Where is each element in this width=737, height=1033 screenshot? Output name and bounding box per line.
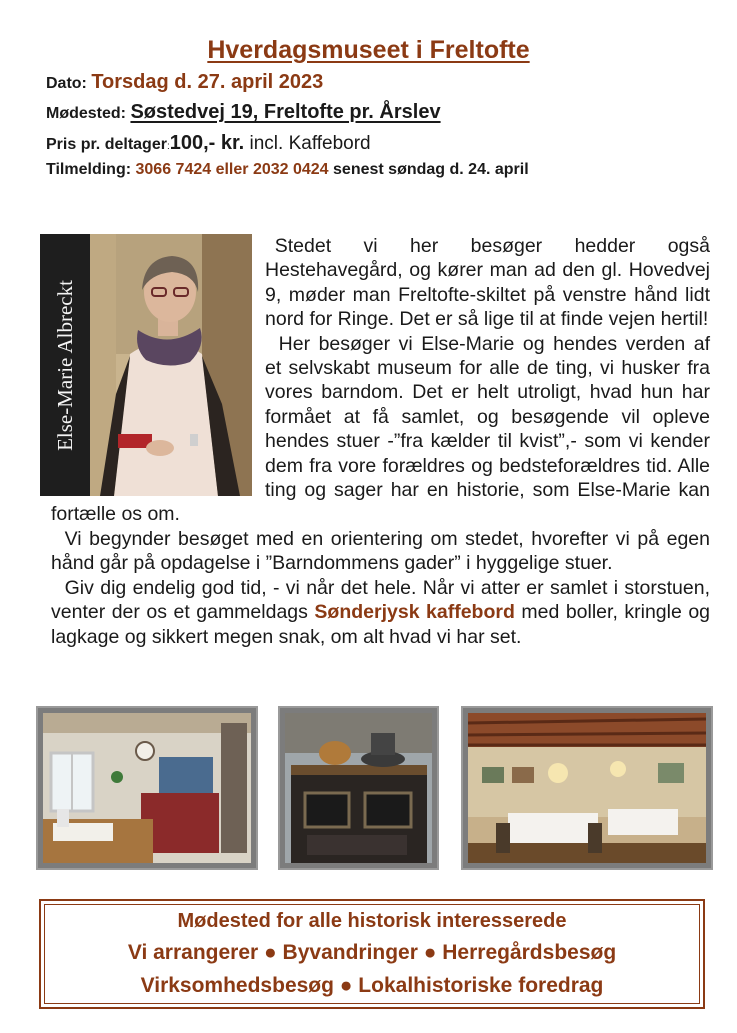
dining-hall-photo	[461, 706, 713, 870]
kitchen-image	[43, 713, 251, 863]
article-paragraph-2: Her besøger vi Else-Marie og hendes verden af et selvskabt museum for alle de ting, vi husker fra vores barndom. Det er helt utroligt, hvad hun har formået at få samlet, og besøgende vil opleve hendes stuer -”fra kælder til kvist”,- som vi kender dem fra vore forældres og bedsteforældres tid. Alle ting og sager har en historie, som Else-Marie kan fortælle os om.	[51, 332, 710, 526]
article-paragraph-1: Stedet vi her besøger hedder også Hestehavegård, og kører man ad den gl. Hovedvej 9, møder man Freltofte-skiltet på venstre hånd lidt nord for Ringe. Det er så lige til at finde vejen hertil!	[265, 235, 710, 331]
date-row	[46, 71, 323, 94]
signup-row	[46, 159, 529, 179]
signup-label: Tilmelding	[46, 161, 126, 178]
price-value: 100,- kr.	[169, 132, 245, 154]
coffee-table-highlight: Sønderjysk kaffebord	[314, 601, 515, 624]
signup-phone: 3066 7424 eller 2032 0424	[135, 161, 329, 178]
price-note: incl. Kaffebord	[244, 133, 371, 154]
organizer-activities-2: Virksomhedsbesøg ● Lokalhistoriske foredrag	[140, 973, 604, 997]
price-label: Pris pr. deltager	[46, 136, 167, 153]
signup-colon: :	[125, 161, 136, 178]
portrait-caption: Else-Marie Albreckt	[52, 279, 77, 451]
article-paragraph-4-start: Giv dig endelig god tid, - vi når det hele. Når vi atter er samlet i storstuen, venter der os et gammeldags	[51, 576, 710, 624]
stove-photo	[278, 706, 439, 870]
venue-row	[46, 101, 441, 124]
portrait-caption-band	[40, 234, 90, 496]
price-colon: :	[166, 141, 170, 152]
article-paragraph-4-end: med boller, kringle og lagkage og sikkert megen snak, om alt hvad vi har set.	[51, 601, 711, 648]
kitchen-photo	[36, 706, 258, 870]
venue-label: Mødested:	[46, 105, 131, 122]
organizer-box-inner	[44, 904, 700, 1004]
venue-address: Søstedvej 19, Freltofte pr. Årslev	[130, 101, 441, 123]
dining-hall-image	[468, 713, 706, 863]
signup-deadline: senest søndag d. 24. april	[328, 161, 529, 178]
article-paragraph-3: Vi begynder besøget med en orientering om stedet, hvorefter vi på egen hånd går på opdagelse i ”Barndommens gader” i hyggelige stuer.	[51, 527, 710, 575]
organizer-activities-1: Vi arrangerer ● Byvandringer ● Herregårdsbesøg	[127, 941, 617, 965]
portrait-image	[90, 234, 252, 496]
organizer-tagline: Mødested for alle historisk interesserede	[177, 910, 567, 933]
page-title: Hverdagsmuseet i Freltofte	[207, 36, 530, 64]
price-row	[46, 132, 371, 155]
date-label: Dato:	[46, 75, 92, 92]
article-paragraph-4	[51, 576, 710, 649]
organizer-box	[39, 899, 705, 1009]
stove-image	[285, 713, 432, 863]
portrait-photo	[40, 234, 252, 496]
date-value: Torsdag d. 27. april 2023	[91, 71, 324, 93]
